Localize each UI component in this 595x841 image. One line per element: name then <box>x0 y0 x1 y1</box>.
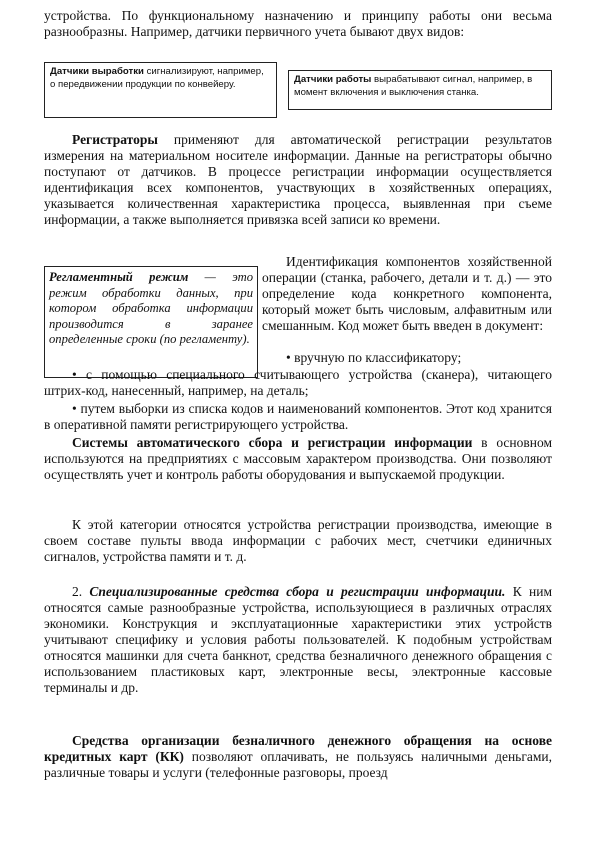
intro-paragraph: устройства. По функциональному назначению и принципу работы они весьма разнообразны. Например, датчики первичного учета бывают двух видов: <box>44 8 552 39</box>
specialized-text: К ним относятся самые разнообразные устройства, использующиеся в различных отраслях экономики. Конструкция и эксплуатационные характеристики этих устройств учитывают специфику и условия работы пользователей. К подобным устройствам относятся машинки для счета банкнот, средства безналичного денежного обращения с использованием пластиковых карт, электронные весы, электронные кассовые терминалы и др. <box>44 584 553 695</box>
sensor-work-term: Датчики работы <box>294 74 372 85</box>
systems-paragraph <box>44 435 552 483</box>
definition-note-term: Регламентный режим <box>49 270 189 284</box>
definition-note-text: — это режим обработки данных, при котором обработка информации производится в заранее определенные сроки (по регламенту). <box>49 270 253 346</box>
sensor-work-box <box>288 70 552 110</box>
specialized-paragraph <box>44 584 552 696</box>
credit-cards-paragraph <box>44 733 552 781</box>
specialized-term: Специализированные средства сбора и регистрации информации. <box>89 584 506 599</box>
bullet-item-scanner: • с помощью специального считывающего устройства (сканера), читающего штрих-код, нанесенный, например, на деталь; <box>44 367 552 398</box>
systems-term: Системы автоматического сбора и регистрации информации <box>72 435 473 450</box>
registers-term: Регистраторы <box>72 132 158 147</box>
identification-paragraph: Идентификация компонентов хозяйственной операции (станка, рабочего, детали и т. д.) — это определение кода конкретного компонента, который может быть числовым, алфавитным или смешанным. Код может быть введен в документ: <box>262 254 552 333</box>
category-paragraph: К этой категории относятся устройства регистрации производства, имеющие в своем составе пульты ввода информации с рабочих мест, счетчики единичных сигналов, устройства памяти и т. д. <box>44 517 552 564</box>
credit-cards-term: Средства организации безналичного денежного обращения на основе кредитных карт (КК) <box>44 733 552 764</box>
sensor-work-text: вырабатывают сигнал, например, в момент включения и выключения станка. <box>294 74 533 98</box>
specialized-number: 2. <box>72 584 83 599</box>
sensor-output-text: сигнализируют, например, о передвижении продукции по конвейеру. <box>50 66 264 90</box>
definition-note-box <box>44 266 258 378</box>
bullet-item-manual: • вручную по классификатору; <box>286 350 462 365</box>
sensor-output-box <box>44 62 277 118</box>
systems-text: в основном используются на предприятиях с массовым характером производства. Они позволяют осуществлять учет и контроль работы оборудования и выпускаемой продукции. <box>44 435 553 482</box>
sensor-output-term: Датчики выработки <box>50 66 144 77</box>
bullet-item-list: • путем выборки из списка кодов и наименований компонентов. Этот код хранится в оперативной памяти регистрирующего устройства. <box>44 401 552 432</box>
registers-text: применяют для автоматической регистрации результатов измерения на материальном носителе информации. Данные на регистраторы обычно поступают от датчиков. В процессе регистрации информации осуществляется идентификация всех компонентов, участвующих в хозяйственных операциях, указывается количественная характеристика процесса, выявленная при съеме информации, а также выполняется привязка всей записи ко времени. <box>44 132 552 227</box>
registers-paragraph <box>44 132 552 228</box>
credit-cards-text: позволяют оплачивать, не пользуясь наличными деньгами, различные товары и услуги (телефонные разговоры, проезд <box>44 749 553 780</box>
